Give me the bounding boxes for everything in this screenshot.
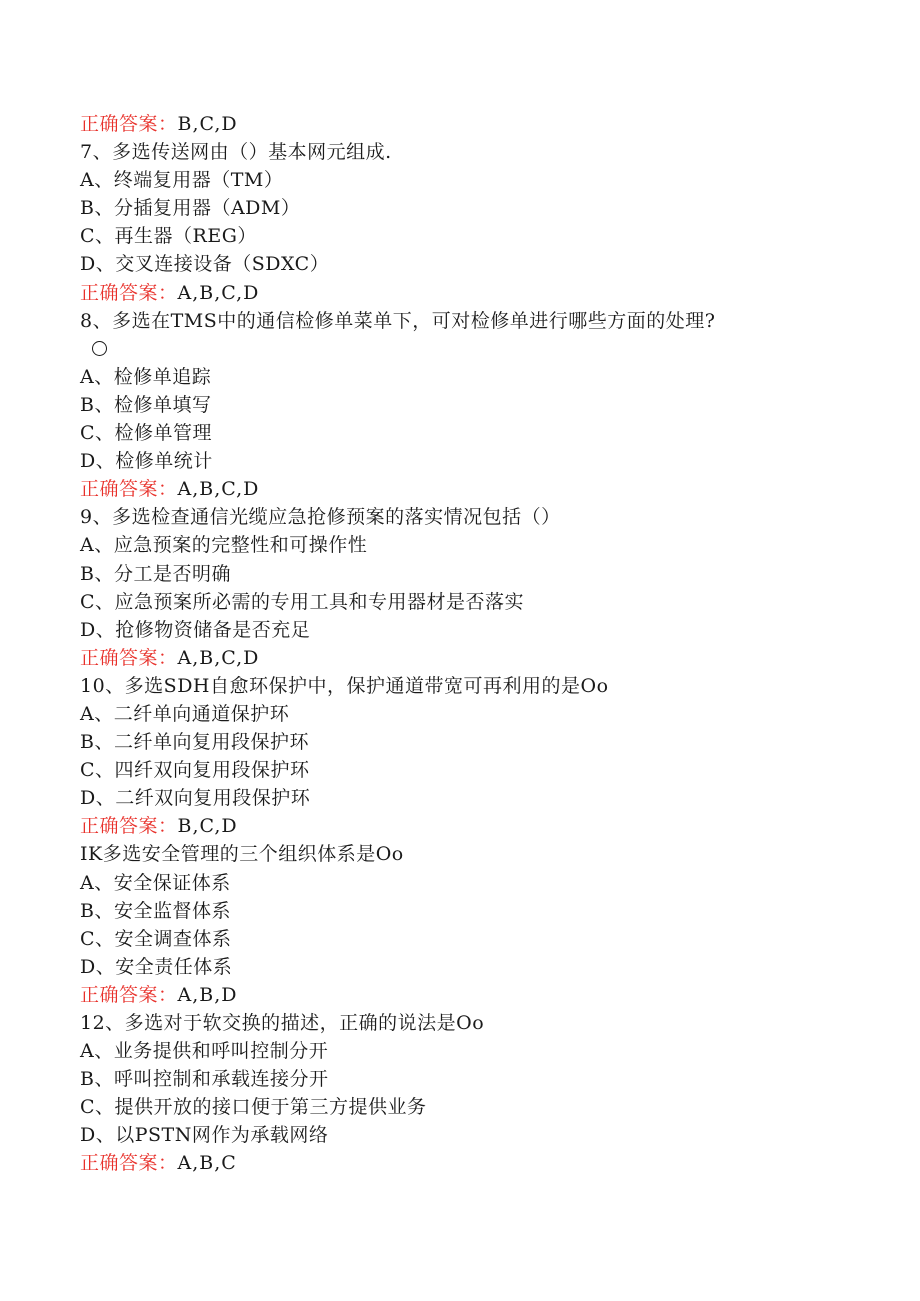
option-line: B、呼叫控制和承载连接分开: [80, 1068, 329, 1091]
answer-value: A,B,C,D: [177, 646, 260, 669]
option-line: B、二纤单向复用段保护环: [80, 731, 309, 754]
option-line: B、安全监督体系: [80, 899, 231, 922]
option-line: A、检修单追踪: [80, 365, 212, 388]
answer-line: [80, 475, 860, 503]
option-line: D、安全责任体系: [80, 955, 233, 978]
option-line: C、检修单管理: [80, 422, 213, 445]
answer-value: B,C,D: [177, 113, 238, 135]
answer-label: 正确答案：: [80, 646, 178, 669]
answer-value: A,B,C,D: [177, 478, 260, 501]
answer-line: [80, 981, 860, 1009]
option-line: C、提供开放的接口便于第三方提供业务: [80, 1096, 427, 1119]
answer-value: A,B,D: [177, 983, 238, 1006]
answer-label: 正确答案：: [80, 113, 178, 135]
option-line: A、安全保证体系: [80, 871, 231, 894]
answer-value: A,B,C: [177, 1152, 237, 1175]
answer-label: 正确答案：: [80, 281, 178, 304]
option-line: D、二纤双向复用段保护环: [80, 787, 311, 810]
question-line: 12、多选对于软交换的描述，正确的说法是Oo: [80, 1012, 485, 1034]
answer-label: 正确答案：: [80, 1152, 178, 1175]
option-line: D、交叉连接设备（SDXC）: [80, 253, 330, 276]
answer-line: [80, 110, 860, 138]
answer-label: 正确答案：: [80, 478, 178, 501]
option-line: D、检修单统计: [80, 450, 213, 473]
option-line: A、二纤单向通道保护环: [80, 702, 290, 725]
option-line: C、安全调查体系: [80, 927, 232, 950]
document-page: [80, 110, 860, 1178]
question-line: 8、多选在TMS中的通信检修单菜单下，可对检修单进行哪些方面的处理?: [80, 309, 716, 332]
answer-value: B,C,D: [177, 815, 238, 838]
option-line: D、以PSTN网作为承载网络: [80, 1124, 329, 1147]
blank-circle-line: [80, 335, 860, 363]
question-line: 7、多选传送网由（）基本网元组成.: [80, 141, 392, 164]
answer-line: [80, 812, 860, 840]
option-line: B、分插复用器（ADM）: [80, 197, 301, 220]
answer-line: [80, 1149, 860, 1177]
answer-line: [80, 279, 860, 307]
option-line: A、业务提供和呼叫控制分开: [80, 1040, 329, 1063]
answer-label: 正确答案：: [80, 815, 178, 838]
question-line: IK多选安全管理的三个组织体系是Oo: [80, 843, 404, 866]
question-line: 9、多选检查通信光缆应急抢修预案的落实情况包括（）: [80, 506, 561, 529]
option-line: D、抢修物资储备是否充足: [80, 618, 311, 641]
question-line: 10、多选SDH自愈环保护中，保护通道带宽可再利用的是Oo: [80, 674, 609, 697]
option-line: A、终端复用器（TM）: [80, 169, 284, 192]
option-line: A、应急预案的完整性和可操作性: [80, 534, 368, 557]
option-line: C、再生器（REG）: [80, 225, 257, 248]
answer-line: [80, 644, 860, 672]
answer-label: 正确答案：: [80, 983, 178, 1006]
option-line: C、应急预案所必需的专用工具和专用器材是否落实: [80, 590, 525, 613]
circle-icon: [92, 341, 107, 356]
option-line: C、四纤双向复用段保护环: [80, 759, 310, 782]
answer-value: A,B,C,D: [177, 281, 260, 304]
option-line: B、分工是否明确: [80, 562, 231, 585]
option-line: B、检修单填写: [80, 393, 212, 416]
